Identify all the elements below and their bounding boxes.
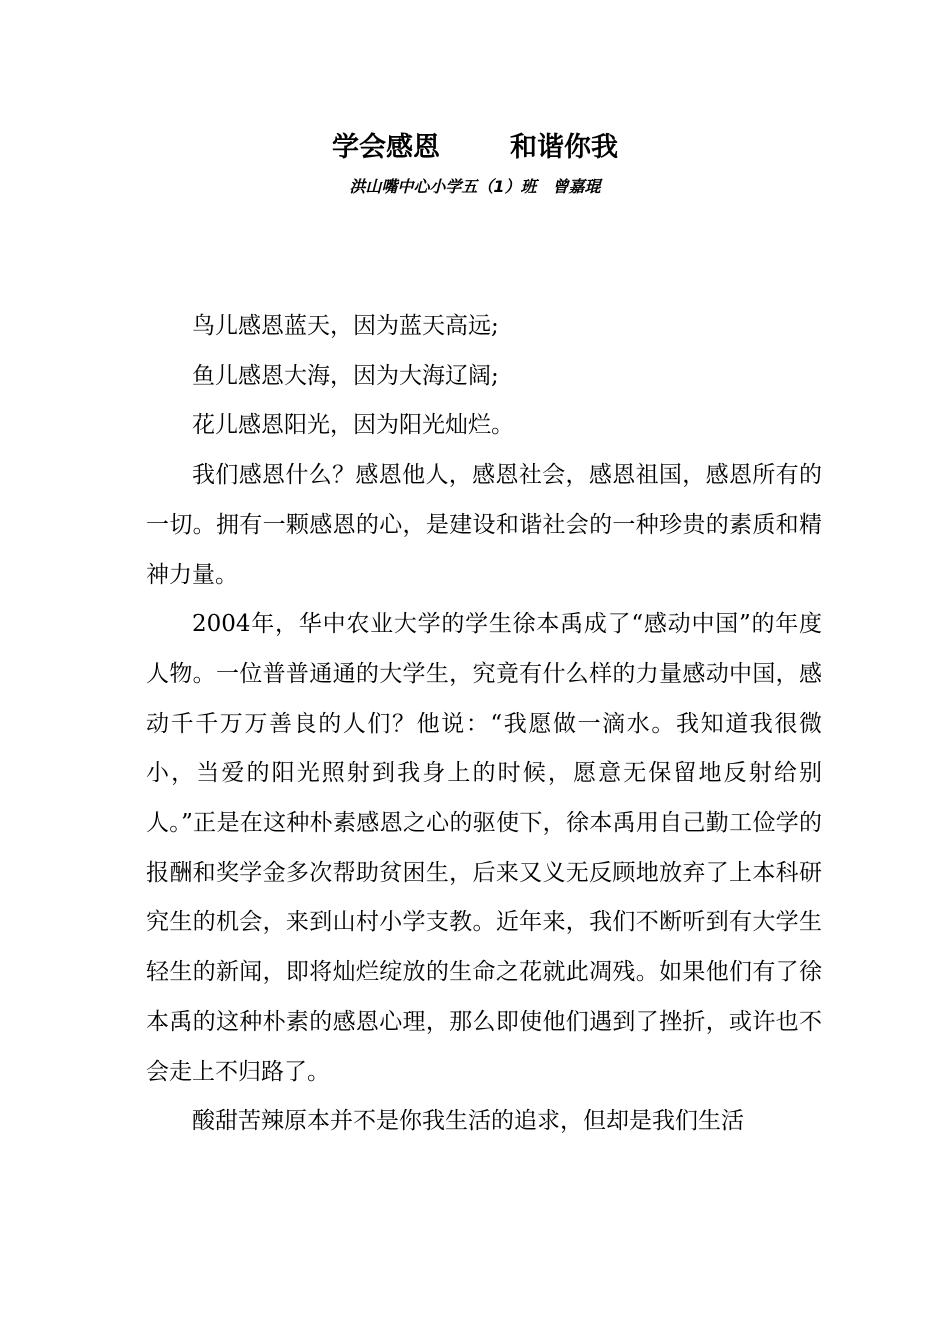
author-byline: 洪山嘴中心小学五（1）班 曾嘉琨 [349, 177, 601, 196]
title-part-2: 和谐你我 [510, 132, 618, 163]
paragraph-2: 鱼儿感恩大海，因为大海辽阔; [192, 362, 499, 389]
paragraph-6: 酸甜苦辣原本并不是你我生活的追求，但却是我们生活 [192, 1108, 744, 1135]
page-title [0, 128, 950, 168]
essay-body [146, 302, 822, 1147]
paragraph-1: 鸟儿感恩蓝天，因为蓝天高远; [192, 313, 499, 339]
title-part-1: 学会感恩 [332, 132, 440, 163]
paragraph-4: 我们感恩什么？感恩他人，感恩社会，感恩祖国，感恩所有的一切。拥有一颗感恩的心，是建设和谐社会的一种珍贵的素质和精神力量。 [146, 462, 822, 588]
paragraph-3: 花儿感恩阳光，因为阳光灿烂。 [192, 412, 514, 439]
paragraph-5: 2004年，华中农业大学的学生徐本禹成了“感动中国”的年度人物。一位普普通通的大学生，究竟有什么样的力量感动中国，感动千千万万善良的人们？他说：“我愿做一滴水。我知道我很微小，当爱的阳光照射到我身上的时候，愿意无保留地反射给别人。”正是在这种朴素感恩之心的驱使下，徐本禹用自己勤工俭学的报酬和奖学金多次帮助贫困生，后来又义无反顾地放弃了上本科研究生的机会，来到山村小学支教。近年来，我们不断听到有大学生轻生的新闻，即将灿烂绽放的生命之花就此凋残。如果他们有了徐本禹的这种朴素的感恩心理，那么即使他们遇到了挫折，或许也不会走上不归路了。 [146, 611, 822, 1085]
